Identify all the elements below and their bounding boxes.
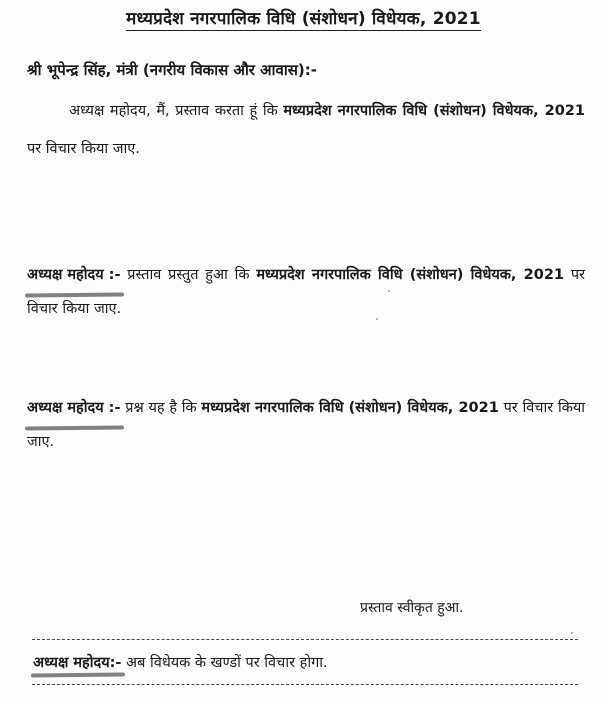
accepted-note: प्रस्ताव स्वीकृत हुआ. xyxy=(360,600,464,616)
speaker-block-1-prefix: प्रस्ताव प्रस्तुत हुआ कि xyxy=(120,267,257,283)
speaker-block-2-suffix: पर विचार किया जाए. xyxy=(27,400,586,450)
speaker-label-1-text: अध्यक्ष महोदय :- xyxy=(27,267,121,283)
document-title xyxy=(0,6,607,29)
speaker-label-2-text: अध्यक्ष महोदय :- xyxy=(27,400,121,416)
speaker-label-3 xyxy=(33,652,121,672)
scan-speck xyxy=(376,318,378,320)
speaker-block-1 xyxy=(27,258,585,326)
speaker-label-2 xyxy=(27,391,120,425)
scan-speck xyxy=(571,632,573,634)
minister-speaker-line: श्री भूपेन्द्र सिंह, मंत्री (नगरीय विकास और आवास):- xyxy=(27,61,317,79)
pen-underline xyxy=(25,292,125,297)
speaker-block-1-suffix: पर विचार किया जाए. xyxy=(27,267,586,317)
pen-underline xyxy=(31,673,125,678)
proposal-suffix: पर विचार किया जाए. xyxy=(27,141,140,157)
proposal-prefix: अध्यक्ष महोदय, मैं, प्रस्ताव करता हूं कि xyxy=(69,103,284,119)
final-block-text: अब विधेयक के खण्डों पर विचार होगा. xyxy=(121,655,328,671)
speaker-label-1 xyxy=(27,258,120,292)
speaker-block-2-bill-name: मध्यप्रदेश नगरपालिक विधि (संशोधन) विधेयक, 2021 xyxy=(201,400,499,416)
scan-speck xyxy=(388,290,390,292)
proposal-paragraph xyxy=(27,92,585,168)
speaker-block-2 xyxy=(27,391,585,459)
divider-bottom xyxy=(32,684,578,685)
title-text: मध्यप्रदेश नगरपालिक विधि (संशोधन) विधेयक, 2021 xyxy=(126,9,481,29)
pen-underline xyxy=(25,425,125,430)
divider-top xyxy=(32,639,578,640)
speaker-block-1-bill-name: मध्यप्रदेश नगरपालिक विधि (संशोधन) विधेयक, 2021 xyxy=(256,267,565,283)
proposal-bill-name: मध्यप्रदेश नगरपालिक विधि (संशोधन) विधेयक, 2021 xyxy=(283,103,585,119)
speaker-block-2-prefix: प्रश्न यह है कि xyxy=(120,400,202,416)
speaker-label-3-text: अध्यक्ष महोदय:- xyxy=(33,655,122,671)
final-block xyxy=(33,652,328,672)
